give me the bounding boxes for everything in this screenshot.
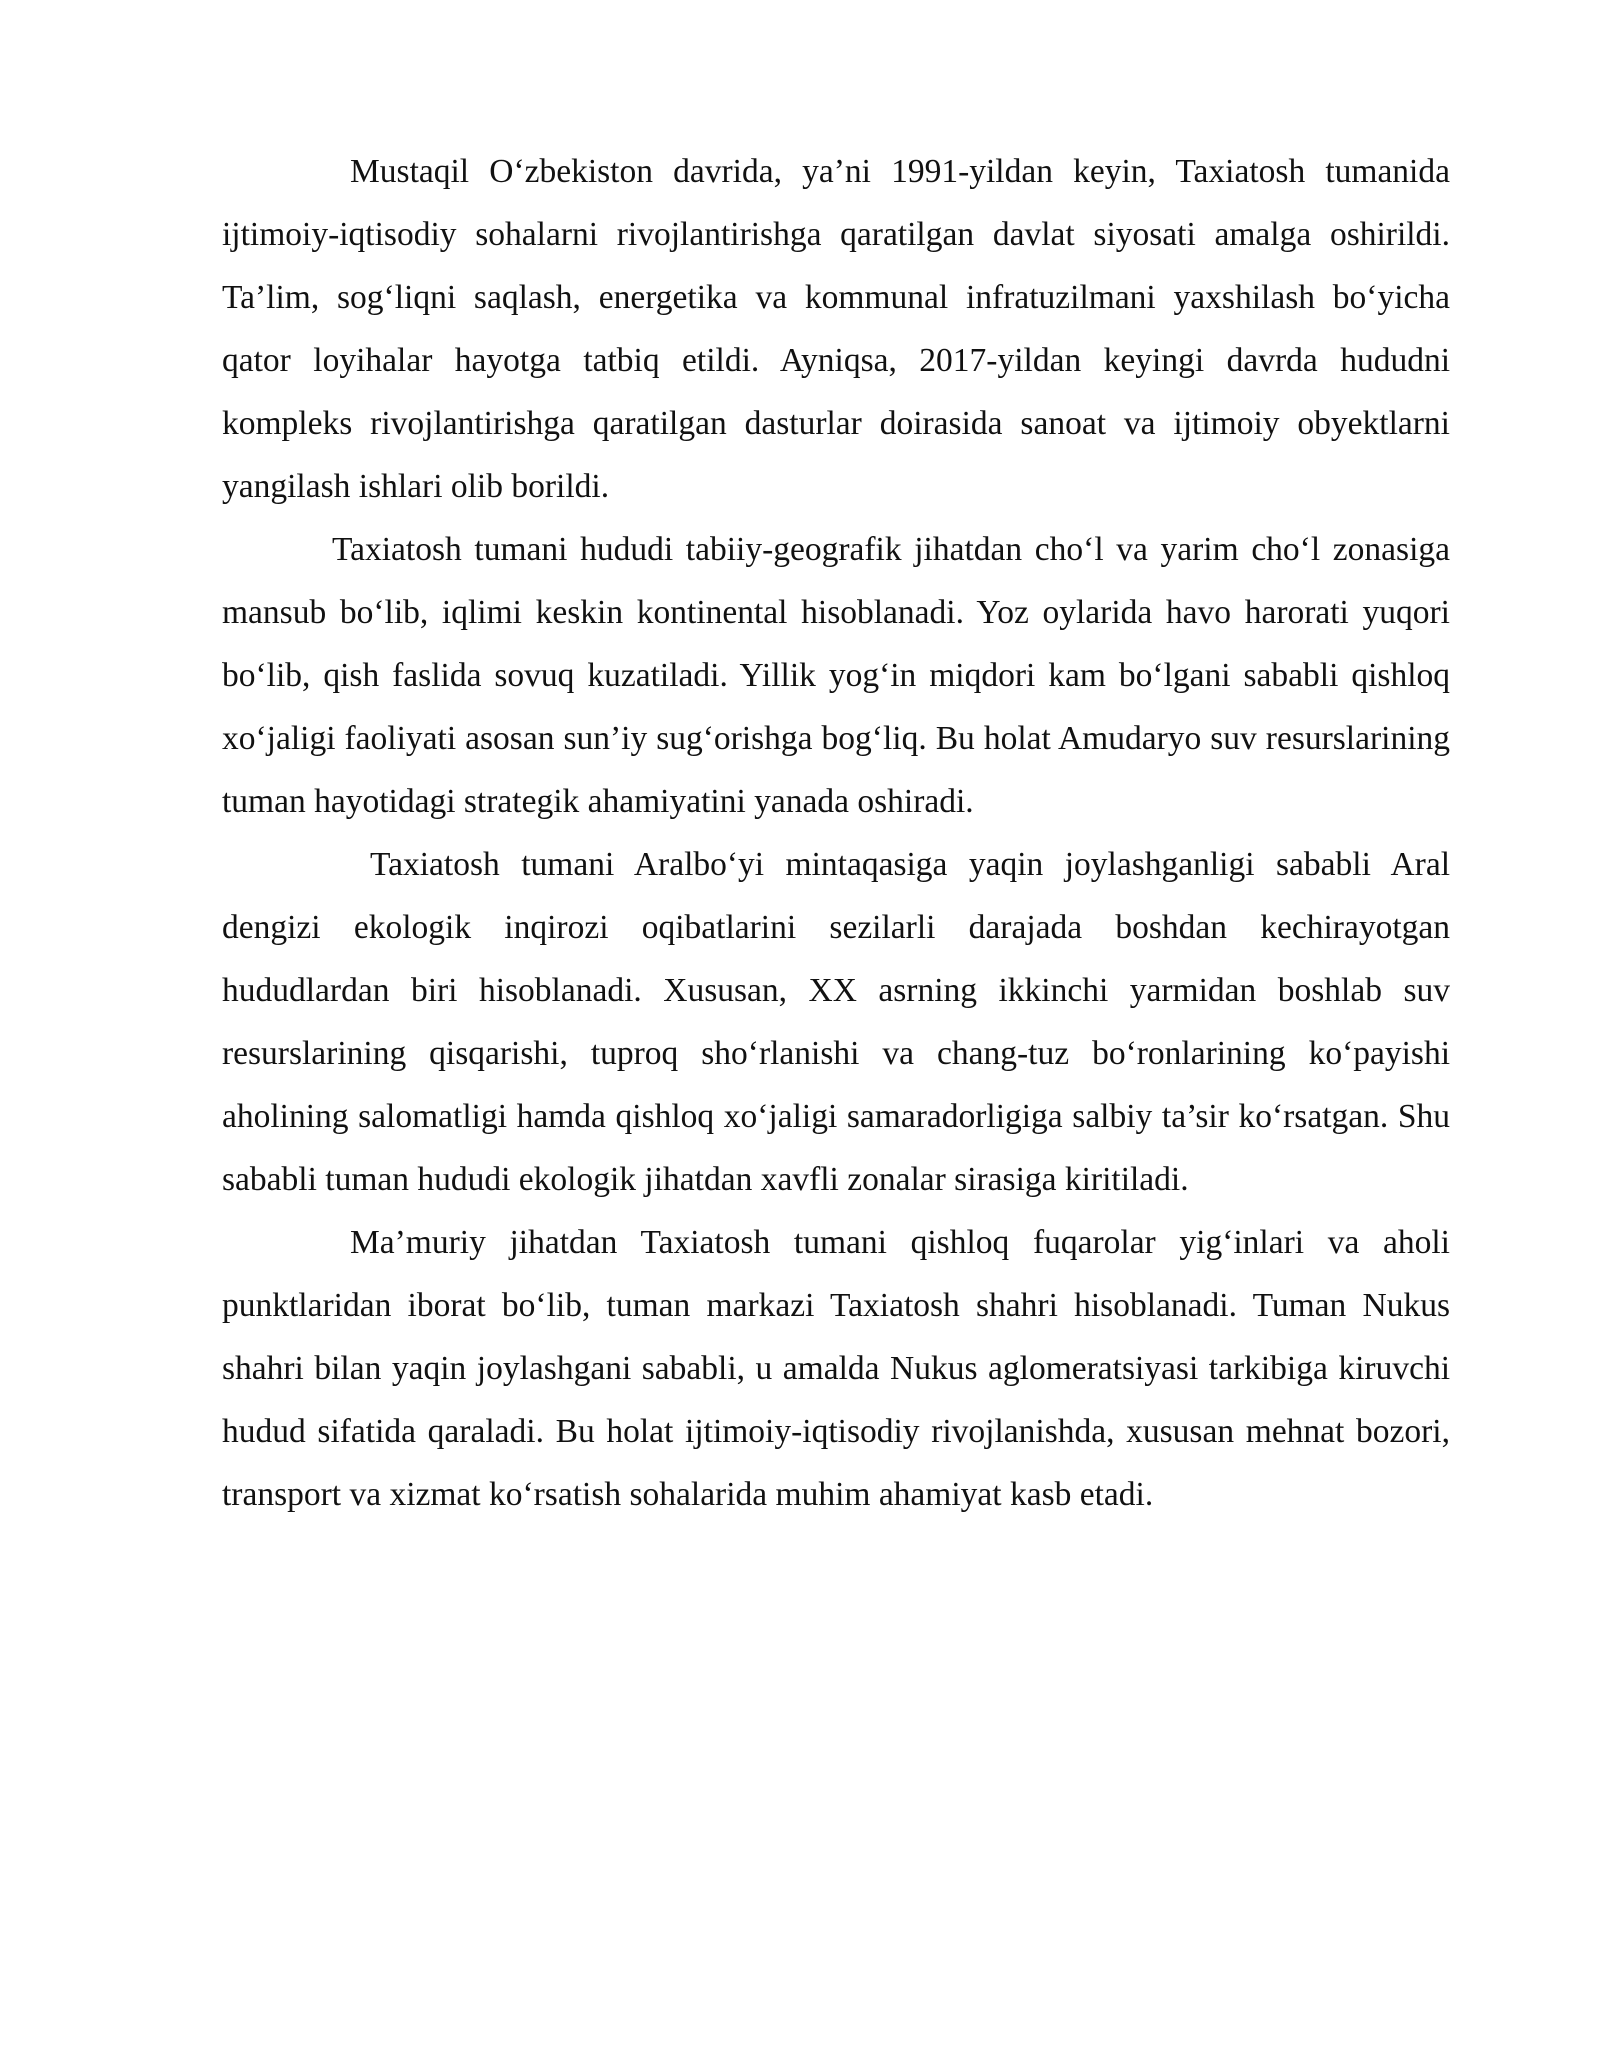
paragraph-1: Mustaqil O‘zbekiston davrida, ya’ni 1991-yildan keyin, Taxiatosh tumanida ijtimoiy-iqtisodiy sohalarni rivojlantirishga qaratilgan davlat siyosati amalga oshirildi. Ta’lim, sog‘liqni saqlash, energetika va kommunal infratuzilmani yaxshilash bo‘yicha qator loyihalar hayotga tatbiq etildi. Ayniqsa, 2017-yildan keyingi davrda hududni kompleks rivojlantirishga qaratilgan dasturlar doirasida sanoat va ijtimoiy obyektlarni yangilash ishlari olib borildi. (222, 153, 1450, 505)
paragraph-2: Taxiatosh tumani hududi tabiiy-geografik jihatdan cho‘l va yarim cho‘l zonasiga mansub bo‘lib, iqlimi keskin kontinental hisoblanadi. Yoz oylarida havo harorati yuqori bo‘lib, qish faslida sovuq kuzatiladi. Yillik yog‘in miqdori kam bo‘lgani sababli qishloq xo‘jaligi faoliyati asosan sun’iy sug‘orishga bog‘liq. Bu holat Amudaryo suv resurslarining tuman hayotidagi strategik ahamiyatini yanada oshiradi. (222, 531, 1450, 820)
document-body (222, 140, 1450, 1526)
paragraph-4: Ma’muriy jihatdan Taxiatosh tumani qishloq fuqarolar yig‘inlari va aholi punktlaridan iborat bo‘lib, tuman markazi Taxiatosh shahri hisoblanadi. Tuman Nukus shahri bilan yaqin joylashgani sababli, u amalda Nukus aglomeratsiyasi tarkibiga kiruvchi hudud sifatida qaraladi. Bu holat ijtimoiy-iqtisodiy rivojlanishda, xususan mehnat bozori, transport va xizmat ko‘rsatish sohalarida muhim ahamiyat kasb etadi. (222, 1224, 1450, 1513)
paragraph-3: Taxiatosh tumani Aralbo‘yi mintaqasiga yaqin joylashganligi sababli Aral dengizi ekologik inqirozi oqibatlarini sezilarli darajada boshdan kechirayotgan hududlardan biri hisoblanadi. Xususan, XX asrning ikkinchi yarmidan boshlab suv resurslarining qisqarishi, tuproq sho‘rlanishi va chang-tuz bo‘ronlarining ko‘payishi aholining salomatligi hamda qishloq xo‘jaligi samaradorligiga salbiy ta’sir ko‘rsatgan. Shu sababli tuman hududi ekologik jihatdan xavfli zonalar sirasiga kiritiladi. (222, 846, 1450, 1198)
